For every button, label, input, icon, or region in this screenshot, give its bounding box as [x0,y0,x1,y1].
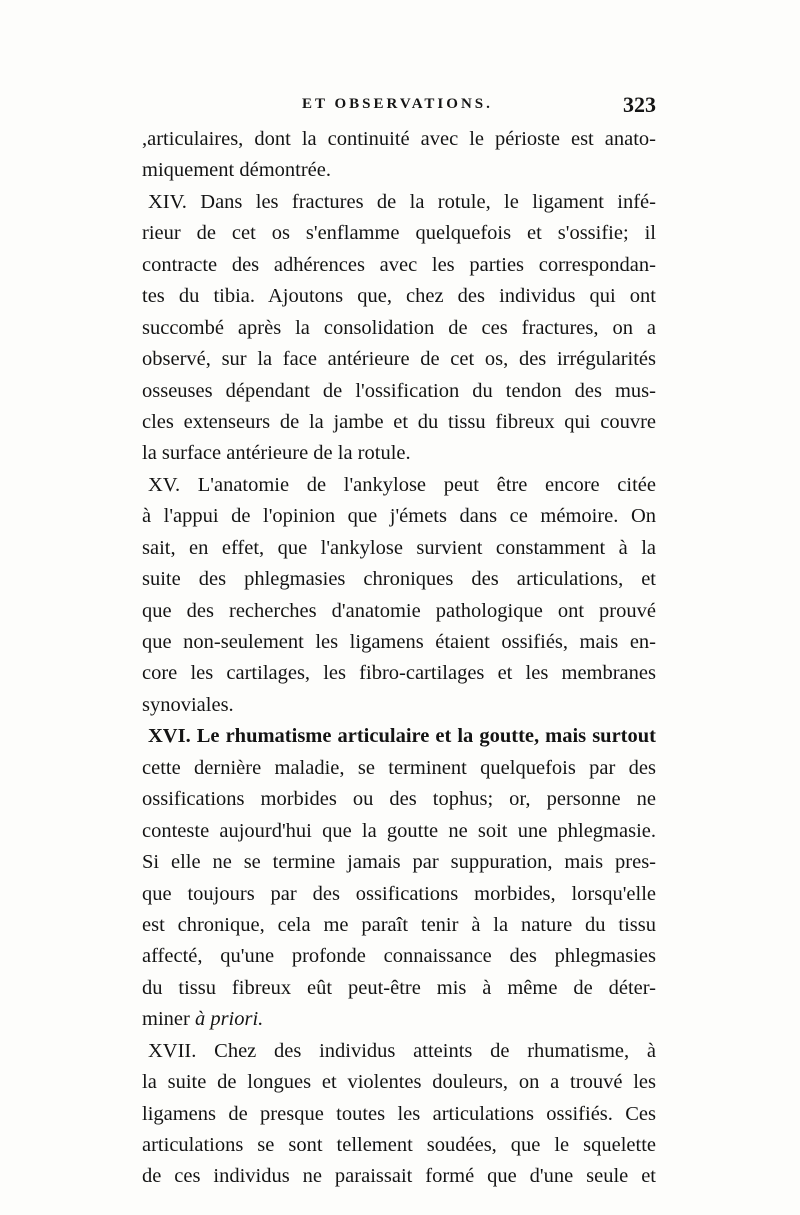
text-line: que non-seulement les ligamens étaient ossifiés, mais en- [142,631,656,653]
text-fragment: miner [142,1008,190,1031]
text-line: osseuses dépendant de l'ossification du tendon des mus- [142,379,656,402]
text-line: cette dernière maladie, se terminent quelquefois par des [142,756,656,779]
text-line: affecté, qu'une profonde connaissance des phlegmasies [142,945,656,968]
body-text [142,124,656,1193]
text-line: ligamens de presque toutes les articulations ossifiés. Ces [142,1102,656,1125]
text-line: Si elle ne se termine jamais par suppuration, mais pres- [142,851,656,874]
text-line: observé, sur la face antérieure de cet os, des irrégularités [142,348,656,371]
running-title: ET OBSERVATIONS. [302,96,493,112]
text-line: ,articulaires, dont la continuité avec le périoste est anato- [142,128,656,150]
text-line: XV. L'anatomie de l'ankylose peut être encore citée [148,473,656,496]
text-line: core les cartilages, les fibro-cartilages et les membranes [142,662,656,685]
italic-phrase: à priori. [194,1008,264,1031]
text-line: la suite de longues et violentes douleurs, on a trouvé les [142,1071,656,1094]
text-line: synoviales. [142,693,234,716]
text-line: que toujours par des ossifications morbides, lorsqu'elle [142,882,656,905]
text-line: à l'appui de l'opinion que j'émets dans ce mémoire. On [142,505,656,528]
text-line: tes du tibia. Ajoutons que, chez des individus qui ont [142,285,656,308]
text-line-final [142,1004,656,1035]
text-line: ossifications morbides ou des tophus; or, personne ne [142,788,656,811]
text-line: cles extenseurs de la jambe et du tissu fibreux qui couvre [142,410,656,433]
text-line: sait, en effet, que l'ankylose survient constamment à la [142,536,656,559]
running-header [142,92,656,120]
text-line: du tissu fibreux eût peut-être mis à même de déter- [142,976,656,999]
text-line: conteste aujourd'hui que la goutte ne soit une phlegmasie. [142,819,656,842]
text-line: rieur de cet os s'enflamme quelquefois et s'ossifie; il [142,222,656,245]
text-line: succombé après la consolidation de ces fractures, on a [142,316,656,339]
page-number: 323 [623,92,656,117]
text-line: suite des phlegmasies chroniques des articulations, et [142,568,656,591]
text-line: contracte des adhérences avec les parties correspondan- [142,253,656,276]
text-line: XVI. Le rhumatisme articulaire et la goutte, mais surtout [148,725,656,748]
text-line: que des recherches d'anatomie pathologique ont prouvé [142,599,656,622]
text-line: miquement démontrée. [142,159,331,182]
text-line: la surface antérieure de la rotule. [142,442,411,465]
text-line: est chronique, cela me paraît tenir à la nature du tissu [142,913,656,936]
text-line: XVII. Chez des individus atteints de rhumatisme, à [148,1039,656,1062]
text-line: de ces individus ne paraissait formé que d'une seule et [142,1165,656,1188]
text-line: articulations se sont tellement soudées, que le squelette [142,1134,656,1156]
text-line: XIV. Dans les fractures de la rotule, le ligament infé- [148,190,656,213]
